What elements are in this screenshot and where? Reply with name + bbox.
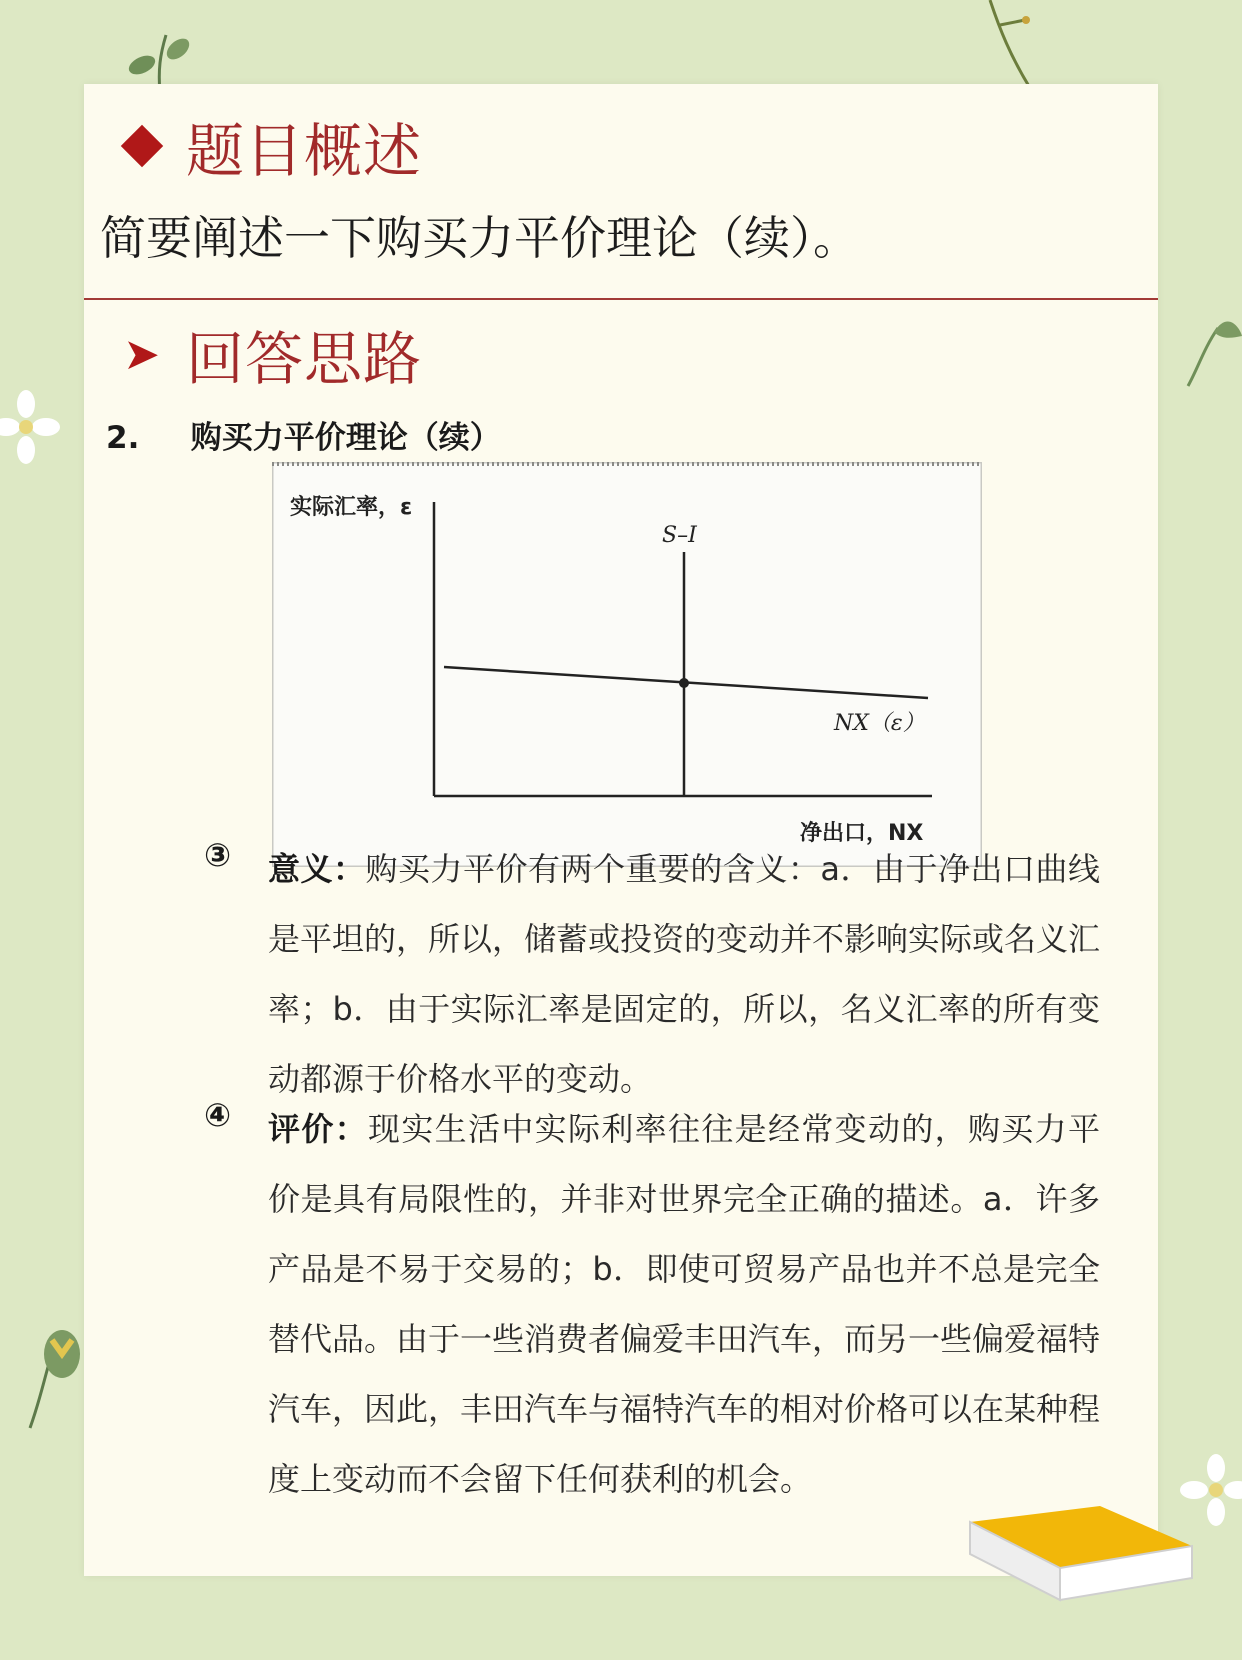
- point-text: 现实生活中实际利率往往是经常变动的，购买力平价是具有局限性的，并非对世界完全正确的描述。a．许多产品是不易于交易的；b．即使可贸易产品也并不总是完全替代品。由于一些消费者偏爱丰田汽车，而另一些偏爱福特汽车，因此，丰田汽车与福特汽车的相对价格可以在某种程度上变动而不会留下任何获利的机会。: [268, 1110, 1101, 1498]
- point-label: 意义：: [268, 850, 366, 888]
- flower-left-icon: [0, 390, 60, 464]
- subsection-title: [106, 412, 501, 457]
- equilibrium-point: [679, 678, 689, 688]
- section-heading-overview: [114, 104, 422, 188]
- section-heading-approach-text: 回答思路: [186, 325, 423, 393]
- point-text: 购买力平价有两个重要的含义：a．由于净出口曲线是平坦的，所以，储蓄或投资的变动并不影响实际或名义汇率；b．由于实际汇率是固定的，所以，名义汇率的所有变动都源于价格水平的变动。: [268, 850, 1101, 1098]
- x-axis-label: 净出口，NX: [800, 821, 924, 846]
- subsection-number: 2.: [106, 420, 140, 456]
- branch-top-right-icon: [970, 0, 1050, 90]
- content-card: [84, 84, 1158, 1576]
- leaf-right-icon: [1178, 308, 1242, 388]
- section-heading-approach: [114, 312, 422, 396]
- section-heading-overview-text: 题目概述: [186, 117, 423, 185]
- y-axis-label: 实际汇率，ε: [290, 495, 413, 520]
- diamond-bullet-icon: [114, 131, 170, 161]
- point-significance: [204, 834, 1100, 1114]
- point-body: [268, 834, 1100, 1114]
- arrowhead-bullet-icon: ➤: [123, 328, 161, 380]
- point-marker: ③: [204, 836, 232, 874]
- tulip-left-icon: [0, 1310, 84, 1430]
- figure-frame: [272, 462, 982, 867]
- ppp-figure: [272, 462, 982, 867]
- subsection-title-text: 购买力平价理论（续）: [190, 420, 501, 456]
- point-marker: ④: [204, 1096, 232, 1134]
- section-divider: [84, 298, 1158, 300]
- curve-label: NX（ε）: [834, 711, 925, 736]
- point-label: 评价：: [268, 1110, 368, 1148]
- point-evaluation: [204, 1094, 1100, 1514]
- book-sticker-icon: [960, 1500, 1200, 1620]
- vertical-line-label: S–I: [662, 523, 697, 548]
- point-body: [268, 1094, 1100, 1514]
- question-text: 简要阐述一下购买力平价理论（续）。: [100, 211, 859, 265]
